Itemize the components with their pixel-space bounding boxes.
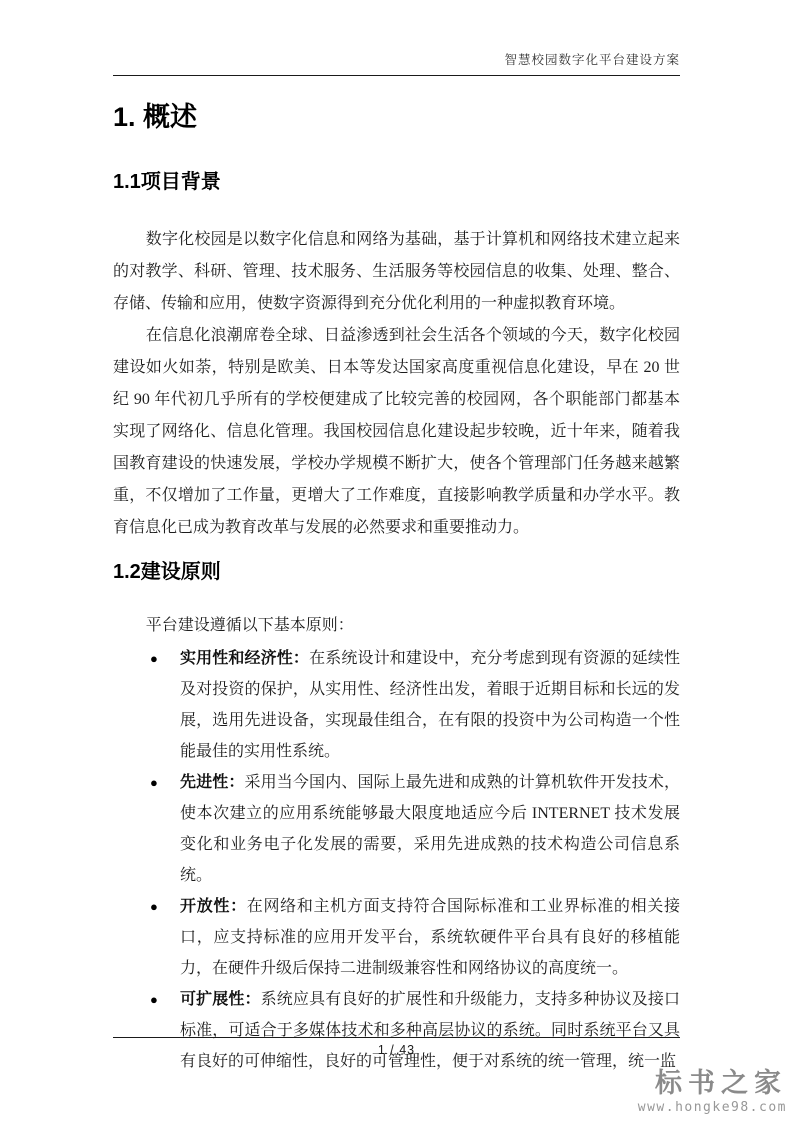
- principles-list: [113, 643, 680, 1077]
- principle-text: 采用当今国内、国际上最先进和成熟的计算机软件开发技术，使本次建立的应用系统能够最大限度地适应今后 INTERNET 技术发展变化和业务电子化发展的需要，采用先进成熟的技术构造公司信息系统。: [180, 774, 680, 884]
- page-body: [113, 90, 680, 1077]
- chapter-title: 1. 概述: [113, 102, 198, 132]
- section-heading-construction-principles: 1.2建设原则: [113, 561, 221, 583]
- doc-title: 智慧校园数字化平台建设方案: [504, 53, 680, 67]
- watermark-url: www.hongke98.com: [637, 1099, 787, 1115]
- principle-item-practicality: [113, 643, 680, 767]
- bullet-icon: ●: [150, 992, 158, 1007]
- page-number: 1 / 43: [377, 1043, 416, 1057]
- principles-intro: 平台建设遵循以下基本原则：: [145, 617, 354, 634]
- principle-term: 开放性：: [180, 898, 247, 915]
- principle-item-openness: [113, 891, 680, 984]
- bullet-icon: ●: [150, 651, 158, 666]
- principle-text: 系统应具有良好的扩展性和升级能力，支持多种协议及接口标准，可适合于多媒体技术和多种高层协议的系统。同时系统平台又具有良好的可伸缩性，良好的可管理性，便于对系统的统一管理，统一监: [180, 991, 680, 1070]
- bullet-icon: ●: [150, 899, 158, 914]
- principle-term: 先进性：: [180, 774, 245, 791]
- page-footer: [113, 1037, 680, 1057]
- paragraph-background-2: 在信息化浪潮席卷全球、日益渗透到社会生活各个领域的今天，数字化校园建设如火如荼，特别是欧美、日本等发达国家高度重视信息化建设，早在 20 世纪 90 年代初几乎所有的学校便建成了比较完善的校园网，各个职能部门都基本实现了网络化、信息化管理。我国校园信息化建设起步较晚，近十年来，随着我国教育建设的快速发展，学校办学规模不断扩大，使各个管理部门任务越来越繁重，不仅增加了工作量，更增大了工作难度，直接影响教学质量和办学水平。教育信息化已成为教育改革与发展的必然要求和重要推动力。: [113, 327, 680, 536]
- page-header: [113, 50, 680, 76]
- bullet-icon: ●: [150, 775, 158, 790]
- watermark: [638, 1069, 787, 1115]
- watermark-brand: 标书之家: [655, 1068, 787, 1099]
- section-heading-project-background: 1.1项目背景: [113, 171, 221, 193]
- paragraph-background-1: 数字化校园是以数字化信息和网络为基础，基于计算机和网络技术建立起来的对教学、科研、管理、技术服务、生活服务等校园信息的收集、处理、整合、存储、传输和应用，使数字资源得到充分优化利用的一种虚拟教育环境。: [113, 231, 680, 312]
- principle-text: 在系统设计和建设中，充分考虑到现有资源的延续性及对投资的保护，从实用性、经济性出发，着眼于近期目标和长远的发展，选用先进设备，实现最佳组合，在有限的投资中为公司构造一个性能最佳的实用性系统。: [180, 650, 680, 760]
- principle-term: 实用性和经济性：: [180, 650, 310, 667]
- principle-item-scalability: [113, 984, 680, 1077]
- principle-term: 可扩展性：: [180, 991, 261, 1008]
- principle-text: 在网络和主机方面支持符合国际标准和工业界标准的相关接口，应支持标准的应用开发平台，系统软硬件平台具有良好的移植能力，在硬件升级后保持二进制级兼容性和网络协议的高度统一。: [180, 898, 680, 977]
- principle-item-advancement: [113, 767, 680, 891]
